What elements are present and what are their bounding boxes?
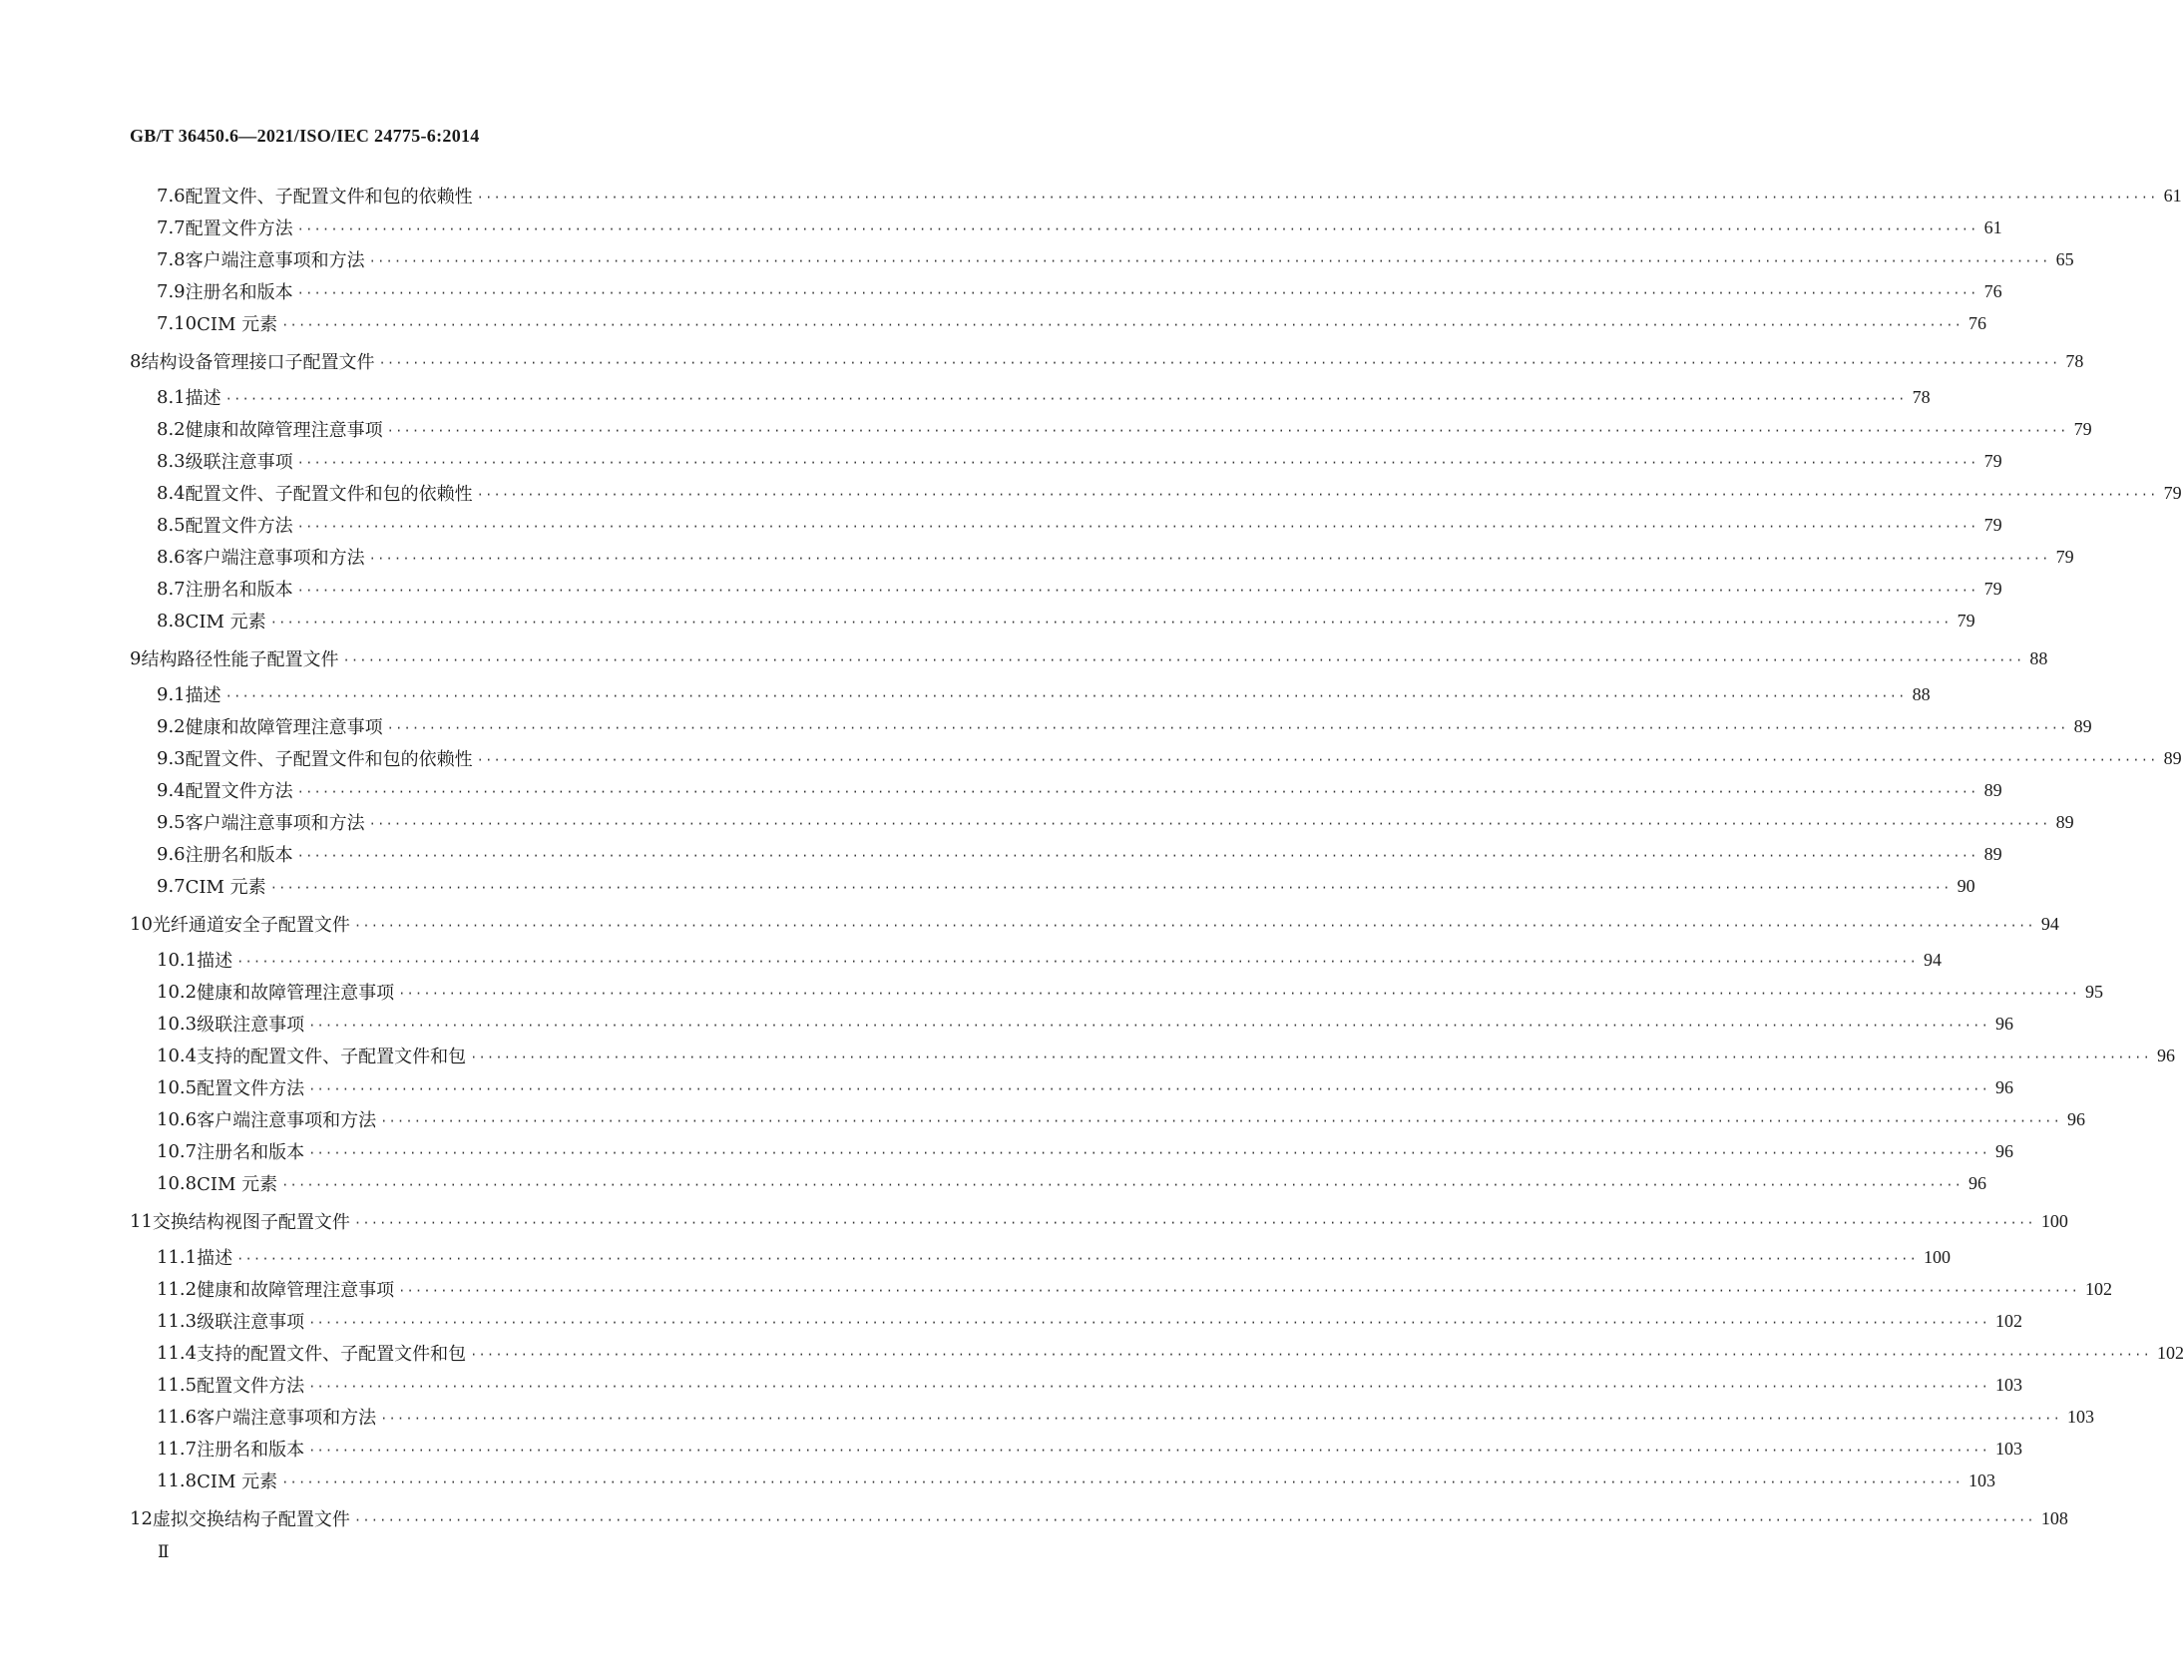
toc-number: 8.3 [157,450,186,472]
toc-number: 10.4 [157,1045,198,1066]
toc-title: 健康和故障管理注意事项 [185,420,383,441]
toc-section-row[interactable] [157,1338,2184,1368]
toc-leader-dots: ········································································································································································································ [380,1412,2061,1426]
toc-title: 配置文件方法 [185,516,293,537]
toc-page-number: 79 [2055,546,2074,567]
toc-number: 9.5 [157,811,186,833]
toc-section-row[interactable] [157,181,2182,210]
toc-leader-dots: ········································································································································································································ [296,286,1978,300]
toc-leader-dots: ········································································································································································································ [224,392,1907,406]
toc-title: 级联注意事项 [197,1312,305,1333]
toc-page-number: 79 [1983,514,2002,535]
toc-page-number: 95 [2085,981,2103,1002]
toc-leader-dots: ········································································································································································································ [236,955,1918,969]
toc-section-row[interactable] [157,711,2092,741]
toc-title: 注册名和版本 [185,845,293,866]
toc-page-number: 76 [1968,312,1987,333]
toc-title: 客户端注意事项和方法 [185,548,365,569]
toc-leader-dots: ········································································································································································································ [296,849,1978,863]
toc-number: 11.1 [157,1246,198,1268]
toc-page-number: 96 [1968,1172,1987,1193]
toc-section-row[interactable] [157,807,2074,837]
toc-chapter-row[interactable] [130,346,2084,376]
toc-section-row[interactable] [157,1041,2175,1070]
toc-title: CIM 元素 [197,1471,278,1492]
toc-title: 配置文件方法 [197,1376,305,1397]
toc-leader-dots: ········································································································································································································ [224,689,1907,703]
toc-title: 注册名和版本 [197,1142,305,1163]
toc-page-number: 100 [1924,1246,1951,1267]
toc-page-number: 96 [2067,1108,2085,1129]
page-number: Ⅱ [158,1542,170,1561]
toc-section-row[interactable] [157,212,2002,242]
toc-leader-dots: ········································································································································································································ [476,191,2158,205]
toc-page-number: 89 [1983,779,2002,800]
toc-section-row[interactable] [157,775,2002,805]
toc-title: 健康和故障管理注意事项 [197,983,395,1004]
toc-page-number: 100 [2040,1210,2068,1231]
toc-leader-dots: ········································································································································································································ [476,753,2158,767]
toc-title: 配置文件方法 [185,218,293,239]
toc-number: 7.10 [157,312,198,334]
toc-number: 7.8 [157,248,186,270]
toc-leader-dots: ········································································································································································································ [269,881,1952,895]
toc-section-row[interactable] [157,478,2182,508]
toc-title: 注册名和版本 [197,1440,305,1461]
toc-leader-dots: ········································································································································································································ [308,1019,1989,1033]
toc-page-number: 94 [2040,913,2059,934]
toc-leader-dots: ········································································································································································································ [380,1114,2061,1128]
toc-section-row[interactable] [157,1274,2112,1304]
toc-page-number: 88 [2029,647,2048,668]
toc-title: 配置文件、子配置文件和包的依赖性 [185,187,473,208]
toc-number: 7.9 [157,280,186,302]
toc-title: 交换结构视图子配置文件 [152,1212,350,1233]
toc-title: 描述 [185,388,221,409]
toc-leader-dots: ········································································································································································································ [308,1146,1989,1160]
toc-page-number: 89 [2073,715,2092,736]
toc-number: 8.8 [157,610,186,631]
toc-title: 客户端注意事项和方法 [185,813,365,834]
toc-page-number: 88 [1912,683,1931,704]
toc-page-number: 96 [2157,1045,2175,1065]
toc-number: 7.6 [157,185,186,207]
toc-title: 虚拟交换结构子配置文件 [152,1509,350,1530]
toc-number: 11.2 [157,1278,198,1300]
toc-section-row[interactable] [157,1168,1987,1198]
toc-number: 11.3 [157,1310,198,1332]
toc-number: 10.2 [157,981,198,1003]
toc-leader-dots: ········································································································································································································ [386,721,2068,735]
toc-title: 支持的配置文件、子配置文件和包 [197,1344,467,1365]
toc-page-number: 76 [1983,280,2002,301]
toc-chapter-row[interactable] [130,909,2059,939]
toc-title: 配置文件、子配置文件和包的依赖性 [185,749,473,770]
toc-number: 9.3 [157,747,186,769]
toc-leader-dots: ········································································································································································································ [470,1348,2151,1362]
toc-number: 8.4 [157,482,186,504]
toc-leader-dots: ········································································································································································································ [296,785,1978,799]
toc-section-row[interactable] [157,1434,2022,1464]
toc-page-number: 78 [2065,350,2084,371]
toc-leader-dots: ········································································································································································································ [386,424,2068,438]
toc-number: 12 [130,1507,153,1529]
toc-page-number: 89 [2055,811,2074,832]
toc-title: 描述 [185,685,221,706]
toc-section-row[interactable] [157,574,2002,604]
toc-number: 11 [130,1210,153,1232]
toc-section-row[interactable] [157,839,2002,869]
toc-leader-dots: ········································································································································································································ [398,1284,2079,1298]
toc-page-number: 89 [2163,747,2182,768]
toc-page-number: 94 [1924,949,1942,970]
toc-number: 10 [130,913,153,935]
toc-number: 8.6 [157,546,186,568]
toc-number: 9.6 [157,843,186,865]
toc-number: 10.1 [157,949,198,971]
toc-leader-dots: ········································································································································································································ [308,1082,1989,1096]
toc-title: CIM 元素 [197,314,278,335]
toc-section-row[interactable] [157,1370,2022,1400]
toc-number: 10.7 [157,1140,198,1162]
toc-number: 8 [130,350,142,372]
toc-section-row[interactable] [157,1104,2085,1134]
toc-section-row[interactable] [157,1402,2094,1432]
toc-title: 级联注意事项 [185,452,293,473]
toc-leader-dots: ········································································································································································································ [353,1216,2035,1230]
toc-page-number: 79 [1983,578,2002,599]
toc-leader-dots: ········································································································································································································ [368,817,2050,831]
toc-title: 描述 [197,951,233,972]
toc-leader-dots: ········································································································································································································ [296,520,1978,534]
toc-title: 光纤通道安全子配置文件 [152,915,350,936]
toc-title: 健康和故障管理注意事项 [197,1280,395,1301]
toc-title: CIM 元素 [185,612,266,632]
toc-page-number: 79 [1983,450,2002,471]
toc-number: 9.2 [157,715,186,737]
toc-leader-dots: ········································································································································································································ [269,616,1952,630]
toc-number: 10.8 [157,1172,198,1194]
toc-title: 级联注意事项 [197,1015,305,1036]
toc-title: 描述 [197,1248,233,1269]
toc-number: 11.4 [157,1342,198,1364]
toc-leader-dots: ········································································································································································································ [476,488,2158,502]
toc-number: 11.6 [157,1406,198,1428]
toc-section-row[interactable] [157,945,1942,975]
toc-title: 客户端注意事项和方法 [197,1408,377,1429]
toc-number: 11.5 [157,1374,198,1396]
toc-page-number: 96 [1995,1140,2013,1161]
toc-leader-dots: ········································································································································································································ [368,254,2050,268]
toc-page-number: 108 [2040,1507,2068,1528]
toc-page-number: 65 [2055,248,2074,269]
toc-leader-dots: ········································································································································································································ [296,222,1978,236]
toc-section-row[interactable] [157,542,2074,572]
toc-section-row[interactable] [157,1009,2013,1039]
toc-page-number: 90 [1957,875,1975,896]
toc-leader-dots: ········································································································································································································ [296,584,1978,598]
toc-section-row[interactable] [157,977,2103,1007]
toc-number: 9.4 [157,779,186,801]
toc-leader-dots: ········································································································································································································ [281,1178,1964,1192]
toc-number: 7.7 [157,216,186,238]
toc-section-row[interactable] [157,308,1987,338]
toc-leader-dots: ········································································································································································································ [398,987,2079,1001]
toc-title: CIM 元素 [197,1174,278,1195]
toc-number: 9.1 [157,683,186,705]
toc-title: 结构设备管理接口子配置文件 [141,352,375,373]
toc-page-number: 89 [1983,843,2002,864]
toc-leader-dots: ········································································································································································································ [368,552,2050,566]
toc-leader-dots: ········································································································································································································ [342,653,2024,667]
toc-chapter-row[interactable] [130,1206,2068,1236]
toc-title: 客户端注意事项和方法 [185,250,365,271]
toc-number: 8.5 [157,514,186,536]
toc-leader-dots: ········································································································································································································ [281,1475,1964,1489]
toc-page-number: 103 [2067,1406,2094,1427]
toc-leader-dots: ········································································································································································································ [308,1444,1989,1458]
toc-section-row[interactable] [157,1306,2022,1336]
toc-number: 11.8 [157,1470,198,1491]
toc-title: 注册名和版本 [185,580,293,601]
toc-leader-dots: ········································································································································································································ [236,1252,1918,1266]
toc-page-number: 79 [2073,418,2092,439]
toc-leader-dots: ········································································································································································································ [378,356,2060,370]
toc-page-number: 103 [1968,1470,1996,1490]
toc-section-row[interactable] [157,1136,2013,1166]
toc-number: 9.7 [157,875,186,897]
toc-page-number: 102 [2085,1278,2112,1299]
toc-section-row[interactable] [157,1072,2013,1102]
toc-page-number: 61 [1983,216,2002,237]
toc-title: 配置文件方法 [185,781,293,802]
toc-page-number: 96 [1995,1076,2013,1097]
toc-section-row[interactable] [157,1242,1951,1272]
toc-section-row[interactable] [157,244,2074,274]
toc-leader-dots: ········································································································································································································ [308,1380,1989,1394]
toc-title: 健康和故障管理注意事项 [185,717,383,738]
toc-leader-dots: ········································································································································································································ [353,919,2035,933]
toc-title: 注册名和版本 [185,282,293,303]
document-header: GB/T 36450.6—2021/ISO/IEC 24775-6:2014 [130,126,480,146]
toc-page-number: 102 [2157,1342,2184,1363]
toc-title: 支持的配置文件、子配置文件和包 [197,1047,467,1067]
toc-page-number: 103 [1995,1438,2022,1459]
toc-page-number: 79 [1957,610,1975,630]
toc-number: 10.6 [157,1108,198,1130]
toc-page-number: 78 [1912,386,1931,407]
toc-chapter-row[interactable] [130,643,2048,673]
toc-page-number: 102 [1995,1310,2022,1331]
toc-leader-dots: ········································································································································································································ [296,456,1978,470]
toc-title: 结构路径性能子配置文件 [141,649,339,670]
toc-section-row[interactable] [157,276,2002,306]
toc-number: 10.3 [157,1013,198,1035]
toc-title: 配置文件方法 [197,1078,305,1099]
toc-section-row[interactable] [157,743,2182,773]
toc-section-row[interactable] [157,510,2002,540]
toc-title: 客户端注意事项和方法 [197,1110,377,1131]
toc-section-row[interactable] [157,871,1975,901]
toc-title: 配置文件、子配置文件和包的依赖性 [185,484,473,505]
toc-section-row[interactable] [157,679,1931,709]
toc-section-row[interactable] [157,382,1931,412]
toc-section-row[interactable] [157,414,2092,444]
toc-section-row[interactable] [157,446,2002,476]
toc-page-number: 96 [1995,1013,2013,1034]
toc-page-number: 79 [2163,482,2182,503]
toc-title: CIM 元素 [185,877,266,898]
toc-leader-dots: ········································································································································································································ [470,1050,2151,1064]
toc-number: 10.5 [157,1076,198,1098]
toc-section-row[interactable] [157,1466,1996,1495]
toc-number: 8.2 [157,418,186,440]
toc-number: 8.1 [157,386,186,408]
toc-number: 11.7 [157,1438,198,1460]
toc-leader-dots: ········································································································································································································ [353,1513,2035,1527]
toc-page-number: 61 [2163,185,2182,206]
toc-number: 8.7 [157,578,186,600]
toc-section-row[interactable] [157,606,1975,635]
toc-chapter-row[interactable] [130,1503,2068,1533]
toc-number: 9 [130,647,142,669]
toc-leader-dots: ········································································································································································································ [308,1316,1989,1330]
toc-leader-dots: ········································································································································································································ [281,318,1964,332]
toc-page-number: 103 [1995,1374,2022,1395]
